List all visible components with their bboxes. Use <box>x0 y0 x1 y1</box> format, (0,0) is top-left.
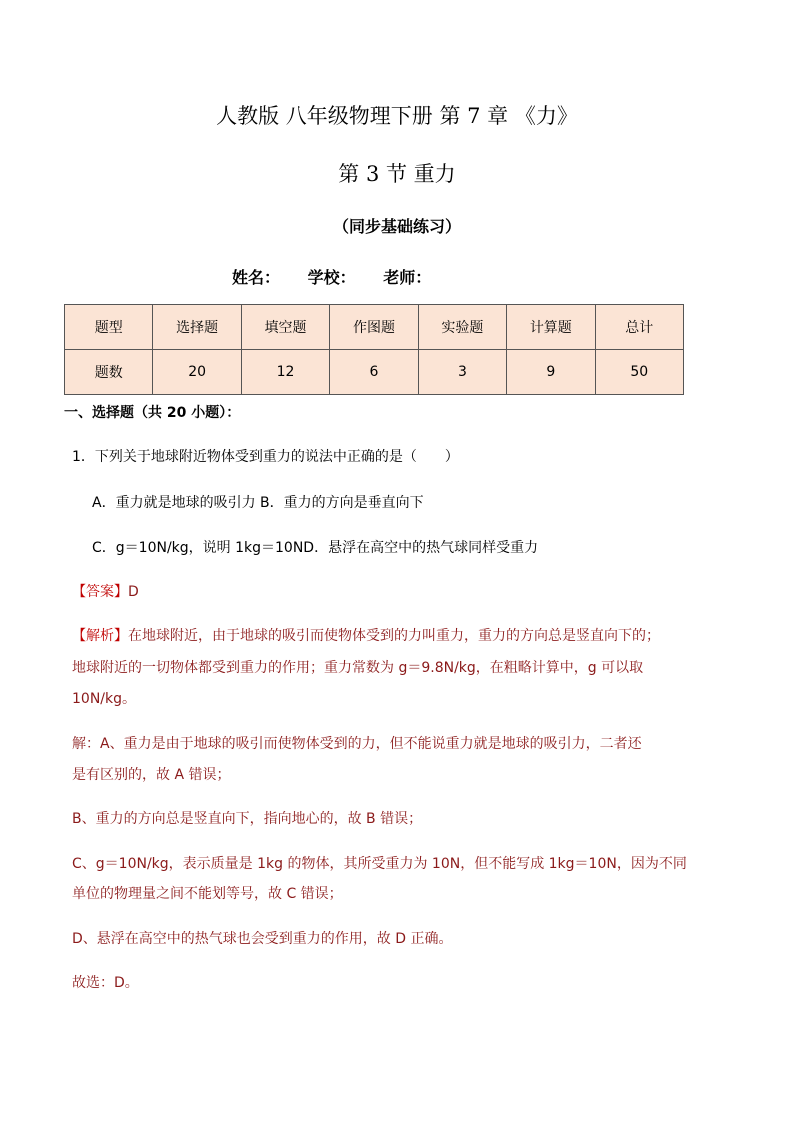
table-cell: 50 <box>595 350 683 395</box>
table-header-cell: 作图题 <box>330 305 418 350</box>
solution-line-2: 是有区别的，故 A 错误； <box>72 767 231 783</box>
table-header-cell: 实验题 <box>418 305 506 350</box>
table-cell: 题数 <box>65 350 153 395</box>
solution-line-1: 解：A、重力是由于地球的吸引而使物体受到的力，但不能说重力就是地球的吸引力，二者还 <box>72 736 642 752</box>
teacher-label: 老师： <box>383 268 432 287</box>
section-title: 第 3 节 重力 <box>338 162 456 186</box>
table-cell: 12 <box>241 350 329 395</box>
table-header-cell: 填空题 <box>241 305 329 350</box>
table-header-cell: 计算题 <box>507 305 595 350</box>
answer-tag: 【答案】 <box>72 584 128 600</box>
solution-c-2: 单位的物理量之间不能划等号，故 C 错误； <box>72 886 343 902</box>
table-cell: 6 <box>330 350 418 395</box>
solution-d: D、悬浮在高空中的热气球也会受到重力的作用，故 D 正确。 <box>72 931 453 947</box>
solution-c-1: C、g＝10N/kg，表示质量是 1kg 的物体，其所受重力为 10N，但不能写成 1kg＝10N，因为不同 <box>72 856 687 872</box>
table-header-cell: 总计 <box>595 305 683 350</box>
table-cell: 3 <box>418 350 506 395</box>
page-title: 人教版 八年级物理下册 第 7 章 《力》 <box>216 104 578 128</box>
analysis-line-3: 10N/kg。 <box>72 691 136 707</box>
question-text: 1．下列关于地球附近物体受到重力的说法中正确的是（ ） <box>72 449 459 465</box>
name-label: 姓名： <box>232 268 281 287</box>
analysis-line-1 <box>72 625 660 645</box>
info-line <box>232 265 453 288</box>
question-count-table <box>64 304 684 395</box>
table-header-cell: 选择题 <box>153 305 241 350</box>
section-heading: 一、选择题（共 20 小题）： <box>64 405 241 421</box>
analysis-tag: 【解析】 <box>72 628 128 644</box>
final-choice: 故选：D。 <box>72 975 139 991</box>
table-header-row <box>65 305 684 350</box>
solution-b: B、重力的方向总是竖直向下，指向地心的，故 B 错误； <box>72 811 423 827</box>
analysis-line-2: 地球附近的一切物体都受到重力的作用；重力常数为 g＝9.8N/kg，在粗略计算中，g 可以取 <box>72 660 644 676</box>
answer-line <box>72 581 139 601</box>
table-row <box>65 350 684 395</box>
answer-value: D <box>128 584 139 600</box>
table-header-cell: 题型 <box>65 305 153 350</box>
options-line-1: A．重力就是地球的吸引力 B．重力的方向是垂直向下 <box>92 495 424 511</box>
table-cell: 20 <box>153 350 241 395</box>
subtitle: （同步基础练习） <box>332 217 461 236</box>
table-cell: 9 <box>507 350 595 395</box>
school-label: 学校： <box>307 268 356 287</box>
analysis-text-1: 在地球附近，由于地球的吸引而使物体受到的力叫重力，重力的方向总是竖直向下的； <box>128 628 660 644</box>
options-line-2: C．g＝10N/kg，说明 1kg＝10ND．悬浮在高空中的热气球同样受重力 <box>92 540 539 556</box>
